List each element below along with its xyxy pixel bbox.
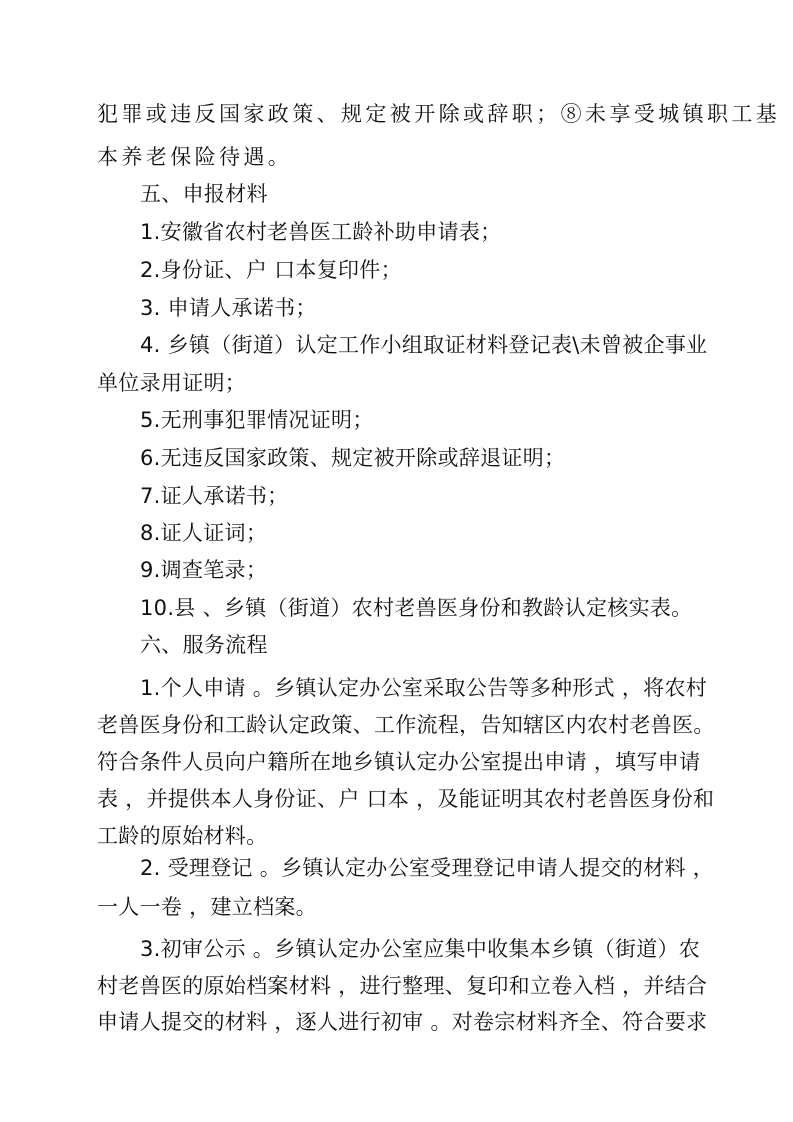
list-item: 8.证人证词；: [140, 521, 268, 545]
list-item: 9.调查笔录；: [140, 558, 268, 582]
list-item-continuation: 单位录用证明；: [97, 371, 247, 395]
section-heading-process: 六、服务流程: [140, 633, 268, 657]
text-line: 本养老保险待遇。: [97, 145, 293, 169]
paragraph-line: 3.初审公示 。乡镇认定办公室应集中收集本乡镇（街道）农: [140, 937, 701, 961]
paragraph-line: 一人一卷 ，建立档案。: [97, 895, 317, 919]
paragraph-line: 2. 受理登记 。乡镇认定办公室受理登记申请人提交的材料 ，: [140, 856, 715, 880]
paragraph-line: 表 ，并提供本人身份证、户 口本 ，及能证明其农村老兽医身份和: [97, 787, 715, 811]
section-heading-materials: 五、申报材料: [140, 182, 268, 206]
list-item: 4. 乡镇（街道）认定工作小组取证材料登记表\未曾被企事业: [140, 333, 708, 357]
paragraph-line: 符合条件人员向户籍所在地乡镇认定办公室提出申请 ，填写申请: [97, 750, 701, 774]
list-item: 2.身份证、户 口本复印件；: [140, 258, 402, 282]
list-item: 6.无违反国家政策、规定被开除或辞退证明；: [140, 446, 566, 470]
paragraph-line: 1.个人申请 。乡镇认定办公室采取公告等多种形式 ，将农村: [140, 676, 708, 700]
text-line: 犯罪或违反国家政策、规定被开除或辞职；⑧未享受城镇职工基: [97, 102, 781, 126]
paragraph-line: 申请人提交的材料 ，逐人进行初审 。对卷宗材料齐全、符合要求: [97, 1010, 708, 1034]
list-item: 5.无刑事犯罪情况证明；: [140, 408, 374, 432]
list-item: 10.县 、乡镇（街道）农村老兽医身份和教龄认定核实表。: [140, 596, 693, 620]
paragraph-line: 老兽医身份和工龄认定政策、工作流程，告知辖区内农村老兽医。: [97, 713, 715, 737]
list-item: 1.安徽省农村老兽医工龄补助申请表；: [140, 220, 502, 244]
list-item: 7.证人承诺书；: [140, 484, 289, 508]
paragraph-line: 工龄的原始材料。: [97, 824, 268, 848]
list-item: 3. 申请人承诺书；: [140, 296, 317, 320]
paragraph-line: 村老兽医的原始档案材料 ，进行整理、复印和立卷入档 ，并结合: [97, 974, 708, 998]
